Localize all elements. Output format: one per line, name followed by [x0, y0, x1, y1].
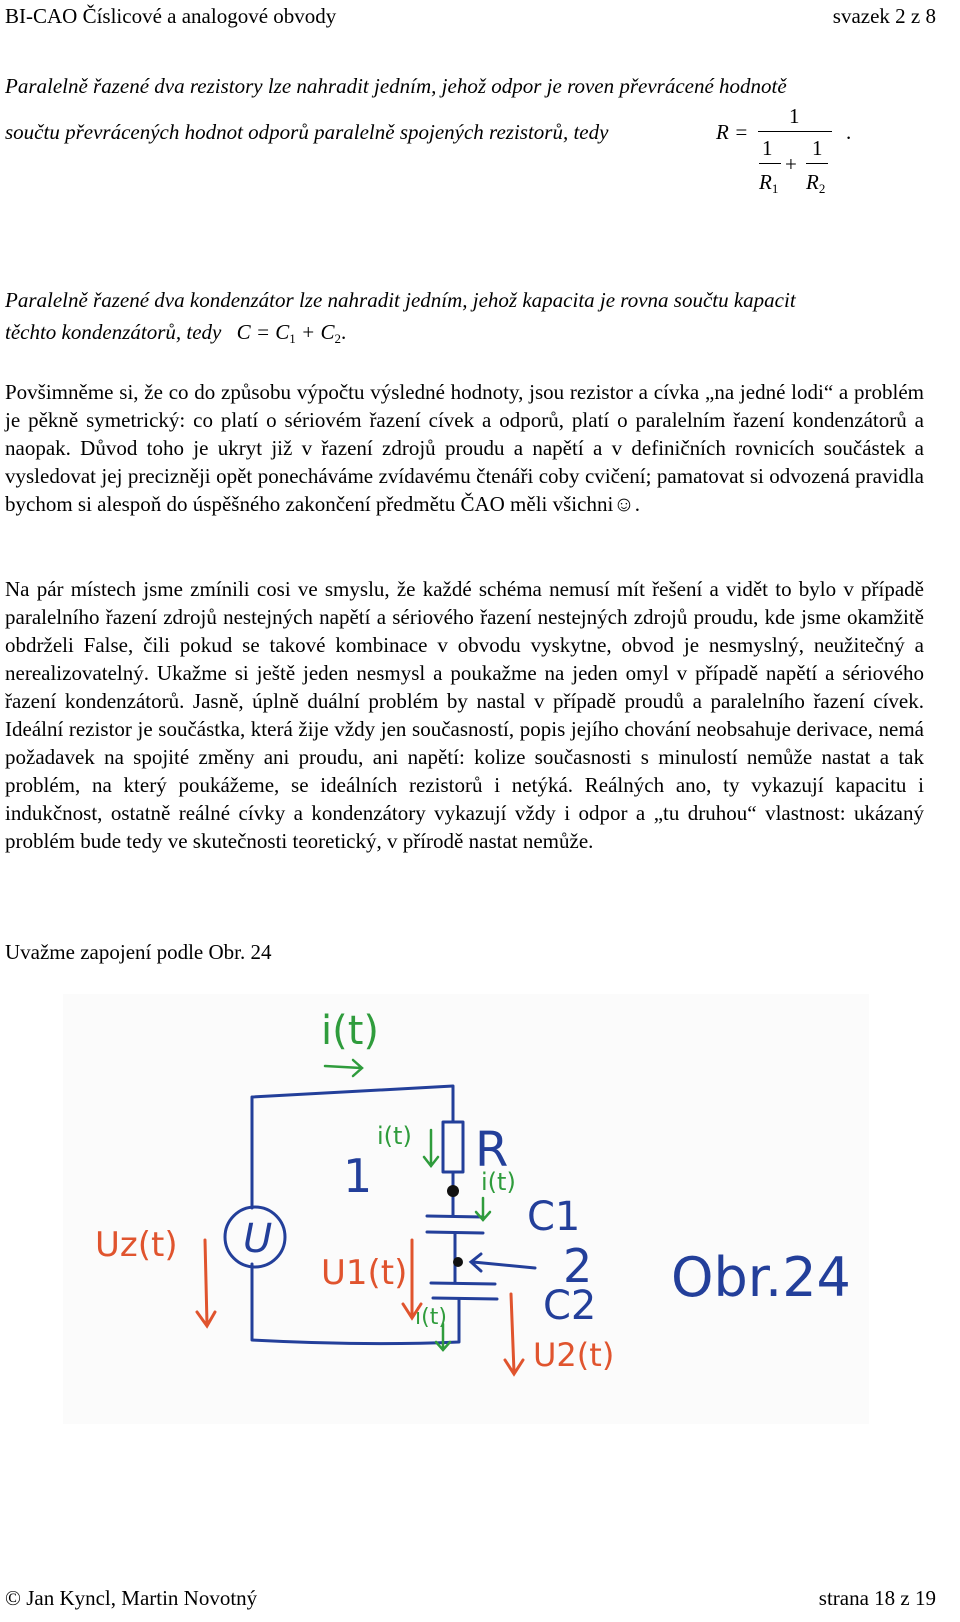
formula-one-b: 1	[812, 136, 823, 160]
capacitor-text-line1: Paralelně řazené dva kondenzátor lze nahradit jedním, jehož kapacita je rovna součtu kapacit	[5, 288, 796, 312]
formula-numerator: 1	[789, 104, 800, 128]
current-arrow-resistor	[424, 1130, 438, 1166]
sub-fraction-bar-1	[759, 163, 781, 164]
voltage-arrow-uz	[197, 1240, 215, 1326]
paragraph-nonsense: Na pár místech jsme zmínili cosi ve smyslu, že každé schéma nemusí mít řešení a vidět to bylo v případě paralelního řazení zdrojů nestejných napětí a sériového řazení nestejných zdrojů proudu, kde jsme okamžitě obdrželi False, čili pokud se takové kombinace v obvodu vyskytne, obvod je nesmyslný, neužitečný a nerealizovatelný. Ukažme si ještě jeden nesmysl a poukažme na jeden omyl v případě napětí a sériového řazení kondenzátorů. Jasně, úplně duální problém by nastal v případě proudů a paralelního řazení cívek. Ideální rezistor je součástka, která žije vždy jen současností, popis jejího chování neobsahuje derivace, nemá požadavek na spojité změny ani proudu, ani napětí: kolize současnosti s minulostí nemůže nastat a tak problém, na který poukážeme, se ideálních rezistorů i netýká. Reálných ano, ty vykazují kapacitu i indukčnost, ostatně reálné cívky a kondenzátory vykazují vždy i odpor a „tu druhou“ vlastnost: ukázaný problém bude tedy ve skutečnosti teoretický, v přírodě nastat nemůže.	[5, 577, 924, 853]
header-course: BI-CAO Číslicové a analogové obvody	[5, 4, 337, 28]
current-label-c1: i(t)	[481, 1168, 516, 1196]
voltage-label-uz: Uz(t)	[95, 1225, 178, 1265]
circuit-figure	[63, 994, 869, 1424]
capacitor-c2-label: C2	[543, 1283, 597, 1329]
capacitor-formula: $C = C_1 + C_2$.	[236, 320, 347, 346]
current-arrow-top	[325, 1060, 362, 1076]
sub-fraction-bar-2	[806, 163, 828, 164]
footer-page-number: strana 18 z 19	[818, 1586, 936, 1610]
formula-plus: +	[785, 152, 797, 176]
paragraph-symmetry: Povšimněme si, že co do způsobu výpočtu výsledné hodnoty, jsou rezistor a cívka „na jedné lodi“ a problém je pěkně symetrický: co platí o sériovém řazení cívek a odporů, platí o paralelním řazení kondenzátorů a naopak. Důvod toho je ukryt již v řazení zdrojů proudu a napětí a v definičních rovnicích součástek a vysledovat jej precizněji opět ponecháváme zvídavému čtenáři coby cvičení; pamatovat si odvozená pravidla bychom si alespoň do úspěšného zakončení předmětu ČAO měli všichni☺.	[5, 380, 924, 516]
voltage-arrow-u2	[505, 1294, 523, 1374]
current-label-top: i(t)	[321, 1008, 380, 1054]
voltage-label-u1: U1(t)	[321, 1253, 408, 1293]
formula-r1: $R_1$	[759, 170, 779, 196]
node-1-label: 1	[343, 1149, 373, 1203]
resistor-label: R	[475, 1122, 509, 1178]
paragraph-consider: Uvažme zapojení podle Obr. 24	[5, 940, 272, 964]
node-1-dot	[447, 1185, 459, 1197]
fraction-bar	[758, 131, 832, 132]
current-label-c2: i(t)	[415, 1305, 447, 1330]
capacitor-c2-plate-top	[431, 1283, 495, 1284]
figure-caption: Obr.24	[671, 1246, 851, 1309]
resistor-text-line1: Paralelně řazené dva rezistory lze nahradit jedním, jehož odpor je roven převrácené hodnotě	[5, 74, 787, 98]
header-volume: svazek 2 z 8	[832, 4, 936, 28]
node-2-label: 2	[563, 1239, 593, 1293]
node-2-pointer-arrow	[471, 1254, 535, 1271]
formula-r2: $R_2$	[806, 170, 826, 196]
source-label: U	[243, 1216, 273, 1262]
capacitor-c1-label: C1	[527, 1194, 581, 1240]
footer-authors: © Jan Kyncl, Martin Novotný	[5, 1586, 258, 1610]
formula-lhs: R =	[716, 120, 749, 144]
formula-dot: .	[846, 120, 852, 144]
current-label-resistor: i(t)	[377, 1122, 412, 1150]
capacitor-c1-plate-top	[427, 1216, 483, 1217]
capacitor-c2-plate-bottom	[433, 1298, 497, 1299]
formula-one-a: 1	[762, 136, 773, 160]
capacitor-text-line2: těchto kondenzátorů, tedy $C = C_1 + C_2$.	[5, 320, 347, 346]
resistor-symbol	[443, 1122, 463, 1172]
resistor-text-line2: součtu převrácených hodnot odporů paralelně spojených rezistorů, tedy	[5, 120, 609, 144]
node-2-dot	[453, 1257, 463, 1267]
circuit-drawing	[63, 994, 869, 1424]
voltage-label-u2: U2(t)	[533, 1336, 615, 1374]
